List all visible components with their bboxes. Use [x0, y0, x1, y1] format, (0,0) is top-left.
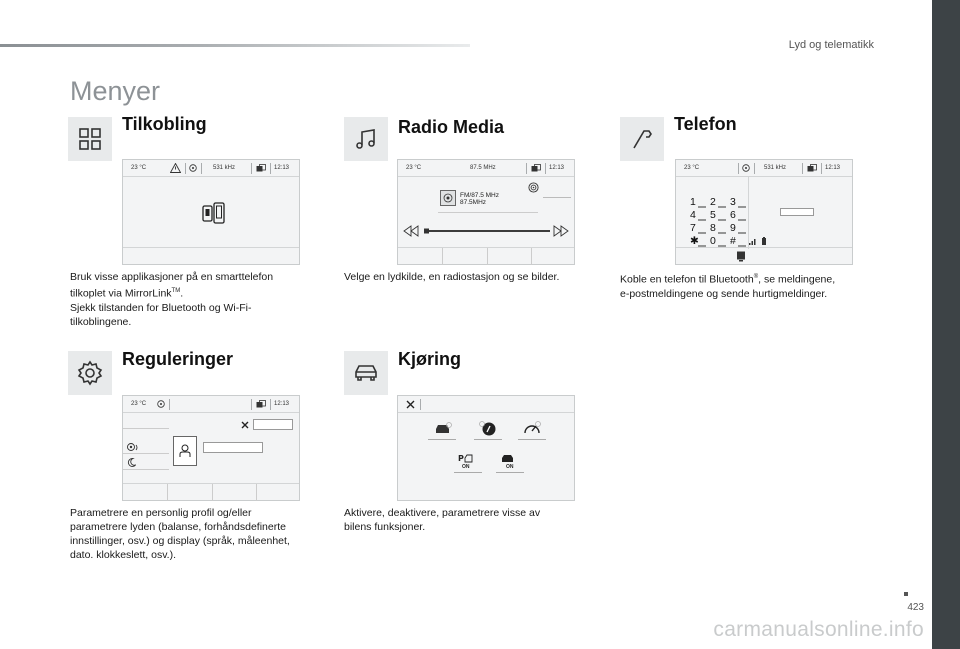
status-bar — [398, 160, 574, 177]
clock: 12:13 — [274, 401, 290, 407]
warning-icon — [170, 163, 181, 173]
tilkobling-title: Tilkobling — [122, 114, 207, 134]
clock: 12:13 — [549, 165, 565, 171]
reguleringer-description: Parametrere en personlig profil og/eller parametrere lyden (balanse, forhåndsdefinerte innstillinger, osv.) og display (språk, måleenhet, dato. klokkeslett, osv.). — [70, 507, 290, 561]
tilkobling-icon-box — [68, 117, 112, 161]
tilkobling-description: Bruk visse applikasjoner på en smarttelefon tilkoplet via MirrorLink™. Sjekk tilstanden for Bluetooth og Wi-Fi- tilkoblingene. — [70, 271, 274, 328]
tuner-cursor — [424, 229, 429, 234]
status-bar — [676, 160, 852, 177]
close-icon[interactable] — [406, 400, 415, 409]
clock: 12:13 — [825, 165, 841, 171]
page-marker — [904, 592, 908, 596]
radio-icon-box — [344, 117, 388, 161]
temperature: 23 °C — [131, 401, 147, 407]
svg-text:P: P — [458, 454, 464, 463]
key-0[interactable]: 0 — [710, 235, 716, 247]
radio-screen — [397, 159, 575, 265]
temperature: 23 °C — [406, 165, 422, 171]
parking-sensor-icon[interactable] — [458, 452, 474, 464]
car-function-icon[interactable] — [500, 452, 516, 464]
kjoring-title: Kjøring — [398, 349, 461, 369]
telefon-screen — [675, 159, 853, 265]
media-icon — [531, 164, 541, 172]
car-icon — [353, 362, 379, 384]
telefon-title: Telefon — [674, 114, 737, 134]
key-hash[interactable]: # — [730, 235, 736, 247]
station-logo — [440, 190, 456, 206]
radio-logo-icon — [443, 193, 453, 203]
temperature: 23 °C — [684, 165, 700, 171]
page-title: Menyer — [70, 76, 161, 106]
media-icon — [256, 400, 266, 408]
key-4[interactable]: 4 — [690, 209, 696, 221]
key-9[interactable]: 9 — [730, 222, 736, 234]
radio-description: Velge en lydkilde, en radiostasjon og se bilder. — [344, 271, 560, 283]
header-rule — [0, 44, 470, 47]
seek-back-icon — [404, 226, 418, 236]
key-3[interactable]: 3 — [730, 196, 736, 208]
status-bar — [398, 396, 574, 413]
profile-name-field[interactable] — [203, 442, 263, 453]
reguleringer-icon-box — [68, 351, 112, 395]
eco-function-icon[interactable] — [478, 420, 498, 438]
wifi-icon — [189, 164, 197, 172]
frequency: 531 kHz — [764, 165, 787, 171]
wifi-icon — [157, 400, 165, 408]
wifi-icon — [742, 164, 750, 172]
seek-forward-icon — [554, 226, 568, 236]
signal-battery-icon — [748, 236, 770, 246]
temperature: 23 °C — [131, 165, 147, 171]
status-bar — [123, 396, 299, 413]
watermark: carmanualsonline.info — [713, 618, 924, 641]
speedometer-icon[interactable] — [522, 420, 542, 438]
kjoring-description: Aktivere, deaktivere, parametrere visse av bilens funksjoner. — [344, 507, 541, 533]
key-8[interactable]: 8 — [710, 222, 716, 234]
clock: 12:13 — [274, 165, 290, 171]
key-7[interactable]: 7 — [690, 222, 696, 234]
sound-settings-icon[interactable] — [127, 442, 141, 453]
screen-bottom-bar — [398, 247, 574, 264]
kjoring-icon-box — [344, 351, 388, 395]
key-1[interactable]: 1 — [690, 196, 696, 208]
profile-button[interactable] — [173, 436, 197, 466]
side-tab-bar — [932, 0, 960, 649]
status-bar — [123, 160, 299, 177]
user-icon — [179, 444, 191, 458]
close-icon[interactable] — [241, 421, 249, 429]
key-6[interactable]: 6 — [730, 209, 736, 221]
reguleringer-title: Reguleringer — [122, 349, 234, 369]
telefon-description: Koble en telefon til Bluetooth®, se meldingene, e-postmeldingene og sende hurtigmeldinger. — [620, 273, 836, 300]
settings-icon — [77, 360, 103, 386]
tilkobling-screen — [122, 159, 300, 265]
smartphone-connect-icon — [202, 202, 226, 224]
settings-field[interactable] — [253, 419, 293, 430]
kjoring-screen — [397, 395, 575, 501]
media-icon — [256, 164, 266, 172]
contacts-icon — [736, 251, 746, 262]
station-info: FM/87.5 MHz 87.5MHz — [460, 192, 500, 206]
media-icon — [807, 164, 817, 172]
keypad-underlines — [690, 196, 752, 248]
screen-bottom-bar — [123, 247, 299, 264]
on-badge-2: ON — [506, 464, 514, 470]
driving-assist-icon[interactable] — [434, 422, 454, 436]
moon-icon[interactable] — [127, 458, 136, 467]
key-5[interactable]: 5 — [710, 209, 716, 221]
music-note-icon — [354, 127, 378, 151]
page-number: 423 — [907, 602, 924, 613]
screen-bottom-bar — [676, 247, 852, 264]
grid-icon — [78, 127, 102, 151]
number-field[interactable] — [780, 208, 814, 216]
screen-bottom-bar — [123, 483, 299, 500]
telefon-icon-box — [620, 117, 664, 161]
phone-icon — [630, 127, 654, 151]
on-badge-1: ON — [462, 464, 470, 470]
key-2[interactable]: 2 — [710, 196, 716, 208]
radio-title: Radio Media — [398, 117, 505, 137]
frequency: 531 kHz — [213, 165, 236, 171]
frequency: 87.5 MHz — [470, 165, 496, 171]
key-star[interactable]: ✱ — [690, 235, 699, 247]
radio-wave-icon — [528, 182, 539, 193]
reguleringer-screen — [122, 395, 300, 501]
chapter-title: Lyd og telematikk — [788, 39, 874, 51]
frequency-tuner[interactable] — [402, 224, 572, 238]
